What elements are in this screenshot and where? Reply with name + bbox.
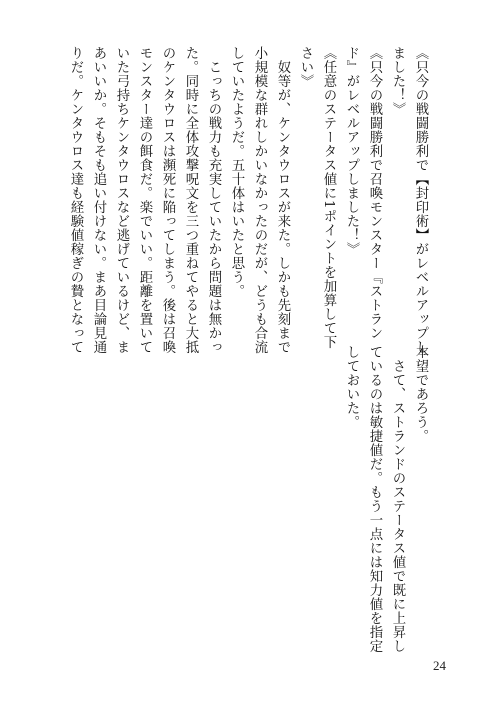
text-line: 奴等が、ケンタウロスが来た。しかも先刻まで bbox=[275, 46, 290, 354]
text-line: ました！》 bbox=[390, 46, 405, 116]
text-line: ド』がレベルアップしました！》 bbox=[344, 46, 359, 256]
text-line: モンスター達の餌食だ。楽でいい。距離を置いて bbox=[137, 46, 152, 354]
text-line: こっちの戦力も充実していたから問題は無かっ bbox=[206, 46, 221, 354]
text-line: ているのは敏捷値だ。もう一点には知力値を指定 bbox=[367, 345, 382, 653]
text-line: りだ。ケンタウロス達も経験値稼ぎの贄となって bbox=[68, 46, 83, 354]
text-line: た。同時に全体攻撃呪文を三つ重ねてやると大抵 bbox=[183, 46, 198, 354]
text-line: 《任意のステータス値に1ポイントを加算して下 bbox=[321, 46, 336, 350]
text-line: さて、ストランドのステータス値で既に上昇し bbox=[390, 345, 405, 653]
text-line: 《只今の戦闘勝利で【封印術】がレベルアップし bbox=[413, 46, 428, 354]
text-line: していたようだ。五十体はいたと思う。 bbox=[229, 46, 244, 298]
text-line: しておいた。 bbox=[344, 345, 359, 429]
text-line: いた弓持ちケンタウロスなど逃げているけど、ま bbox=[114, 46, 129, 354]
text-line: 小規模な群れしかいなかったのだが、どうも合流 bbox=[252, 46, 267, 354]
text-line: のケンタウロスは瀕死に陥ってしまう。後は召喚 bbox=[160, 46, 175, 354]
lower-text-block bbox=[340, 345, 432, 653]
text-line: あいいか。そもそも追い付けない。まあ目論見通 bbox=[91, 46, 106, 354]
page-number: 24 bbox=[433, 658, 446, 673]
text-line: さい》 bbox=[298, 46, 313, 88]
upper-text-block bbox=[64, 46, 432, 354]
text-line: 《只今の戦闘勝利で召喚モンスター『ストラン bbox=[367, 46, 382, 340]
text-line: 本望であろう。 bbox=[413, 345, 428, 443]
